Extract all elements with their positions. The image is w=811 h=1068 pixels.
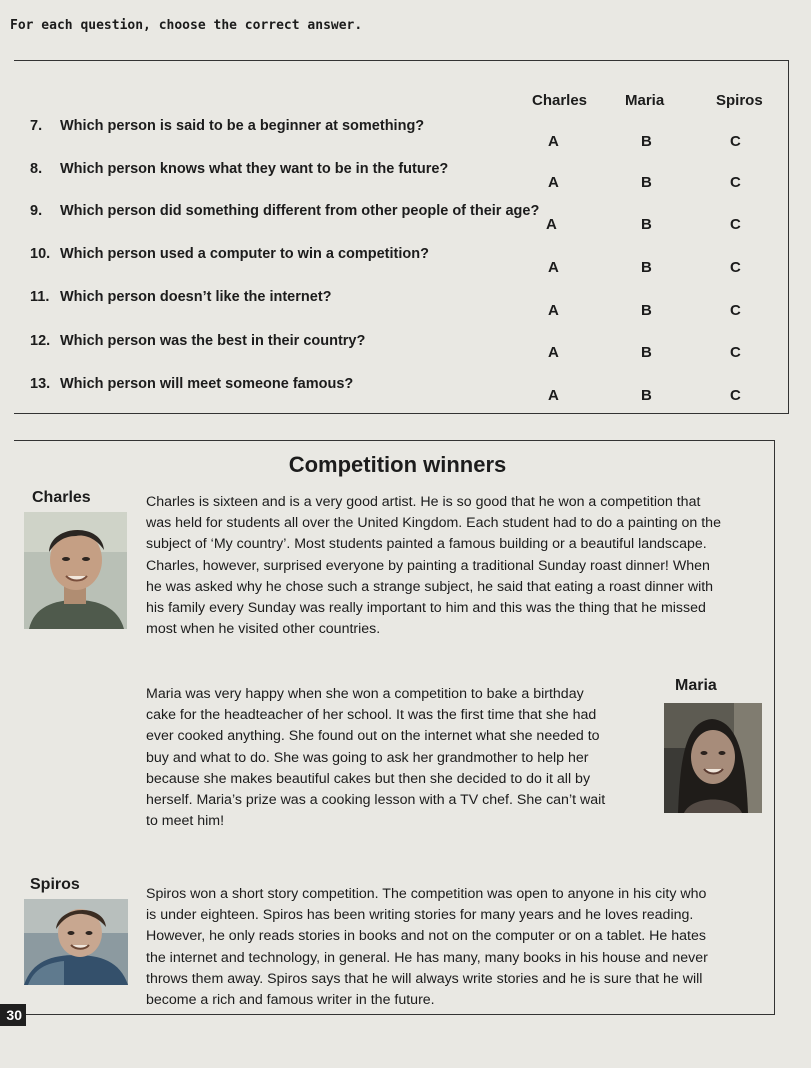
maria-name: Maria [675, 677, 717, 694]
option-c[interactable]: C [730, 174, 741, 191]
question-text: Which person did something different from other people of their age? [60, 203, 540, 219]
text-line: herself. Maria’s prize was a cooking lesson with a TV chef. She can’t wait [146, 792, 606, 809]
spiros-paragraph [146, 884, 708, 1011]
option-a[interactable]: A [546, 216, 557, 233]
question-number: 11. [30, 289, 50, 305]
question-text: Which person knows what they want to be in the future? [60, 161, 449, 177]
option-a[interactable]: A [548, 174, 559, 191]
question-number: 12. [30, 333, 51, 349]
option-a[interactable]: A [548, 387, 559, 404]
text-line: was held for students all over the United Kingdom. Each student had to do a painting on the [146, 515, 721, 532]
text-line: Maria was very happy when she won a competition to bake a birthday [146, 686, 584, 702]
text-line: because she makes beautiful cakes but then she decided to do it all by [146, 770, 591, 787]
spiros-photo [24, 899, 128, 985]
maria-paragraph [146, 684, 605, 832]
column-header-charles: Charles [532, 92, 588, 109]
charles-name: Charles [32, 489, 91, 506]
question-text: Which person was the best in their country? [60, 333, 366, 349]
option-b[interactable]: B [641, 387, 652, 404]
option-c[interactable]: C [730, 302, 741, 319]
question-row [30, 203, 539, 223]
option-b[interactable]: B [641, 133, 652, 150]
option-b[interactable]: B [641, 216, 652, 233]
text-line: to meet him! [146, 813, 225, 830]
text-line: subject of ‘My country’. Most students painted a famous building or a beautiful landscape. [146, 536, 707, 553]
charles-photo [24, 512, 127, 629]
option-c[interactable]: C [730, 133, 741, 150]
question-text: Which person used a computer to win a competition? [60, 246, 429, 262]
questions-box [14, 60, 789, 414]
option-c[interactable]: C [730, 216, 741, 233]
column-header-maria: Maria [625, 92, 665, 109]
text-line: Spiros won a short story competition. The competition was open to anyone in his city who [146, 886, 707, 902]
question-number: 9. [30, 203, 43, 219]
question-text: Which person doesn’t like the internet? [60, 289, 332, 305]
charles-paragraph [146, 492, 721, 640]
option-b[interactable]: B [641, 259, 652, 276]
text-line: However, he only reads stories in books and not on the computer or on a tablet. He hates [146, 928, 706, 945]
option-a[interactable]: A [548, 344, 559, 361]
instruction-text: For each question, choose the correct answer. [10, 18, 363, 33]
option-a[interactable]: A [548, 133, 559, 150]
question-row [30, 376, 353, 396]
text-line: the internet and technology, in general. He has many, many books in his house and never [146, 949, 708, 966]
question-text: Which person will meet someone famous? [60, 376, 354, 392]
text-line: become a rich and famous writer in the future. [146, 992, 435, 1009]
option-b[interactable]: B [641, 302, 652, 319]
option-a[interactable]: A [548, 302, 559, 319]
option-b[interactable]: B [641, 174, 652, 191]
question-row [30, 161, 448, 181]
option-c[interactable]: C [730, 259, 741, 276]
option-c[interactable]: C [730, 344, 741, 361]
question-row [30, 333, 365, 353]
column-header-spiros: Spiros [716, 92, 763, 109]
option-c[interactable]: C [730, 387, 741, 404]
page-number: 30 [0, 1004, 26, 1026]
option-b[interactable]: B [641, 344, 652, 361]
question-text: Which person is said to be a beginner at something? [60, 118, 425, 134]
text-line: most when he visited other countries. [146, 621, 381, 638]
text-line: cake for the headteacher of her school. It was the first time that she had [146, 707, 597, 724]
question-row [30, 289, 332, 309]
text-line: throws them away. Spiros says that he will always write stories and he is sure that he will [146, 970, 703, 987]
spiros-name: Spiros [30, 876, 80, 893]
text-line: his family every Sunday was really important to him and this was the thing that he missed [146, 600, 706, 617]
text-line: Charles, however, surprised everyone by painting a traditional Sunday roast dinner! When [146, 557, 710, 574]
question-number: 7. [30, 118, 43, 134]
text-line: is under eighteen. Spiros has been writing stories for many years and he loves reading. [146, 907, 694, 924]
passage-title: Competition winners [288, 452, 507, 477]
text-line: ever cooked anything. She found out on the internet what she needed to [146, 728, 600, 745]
question-number: 8. [30, 161, 43, 177]
question-number: 13. [30, 376, 51, 392]
question-row [30, 118, 424, 138]
maria-photo [664, 703, 762, 813]
question-number: 10. [30, 246, 51, 262]
text-line: Charles is sixteen and is a very good artist. He is so good that he won a competition that [146, 494, 701, 510]
text-line: buy and what to do. She was going to ask her grandmother to help her [146, 749, 589, 766]
option-a[interactable]: A [548, 259, 559, 276]
question-row [30, 246, 429, 266]
text-line: he was asked why he chose such a strange subject, he said that eating a roast dinner with [146, 578, 714, 595]
